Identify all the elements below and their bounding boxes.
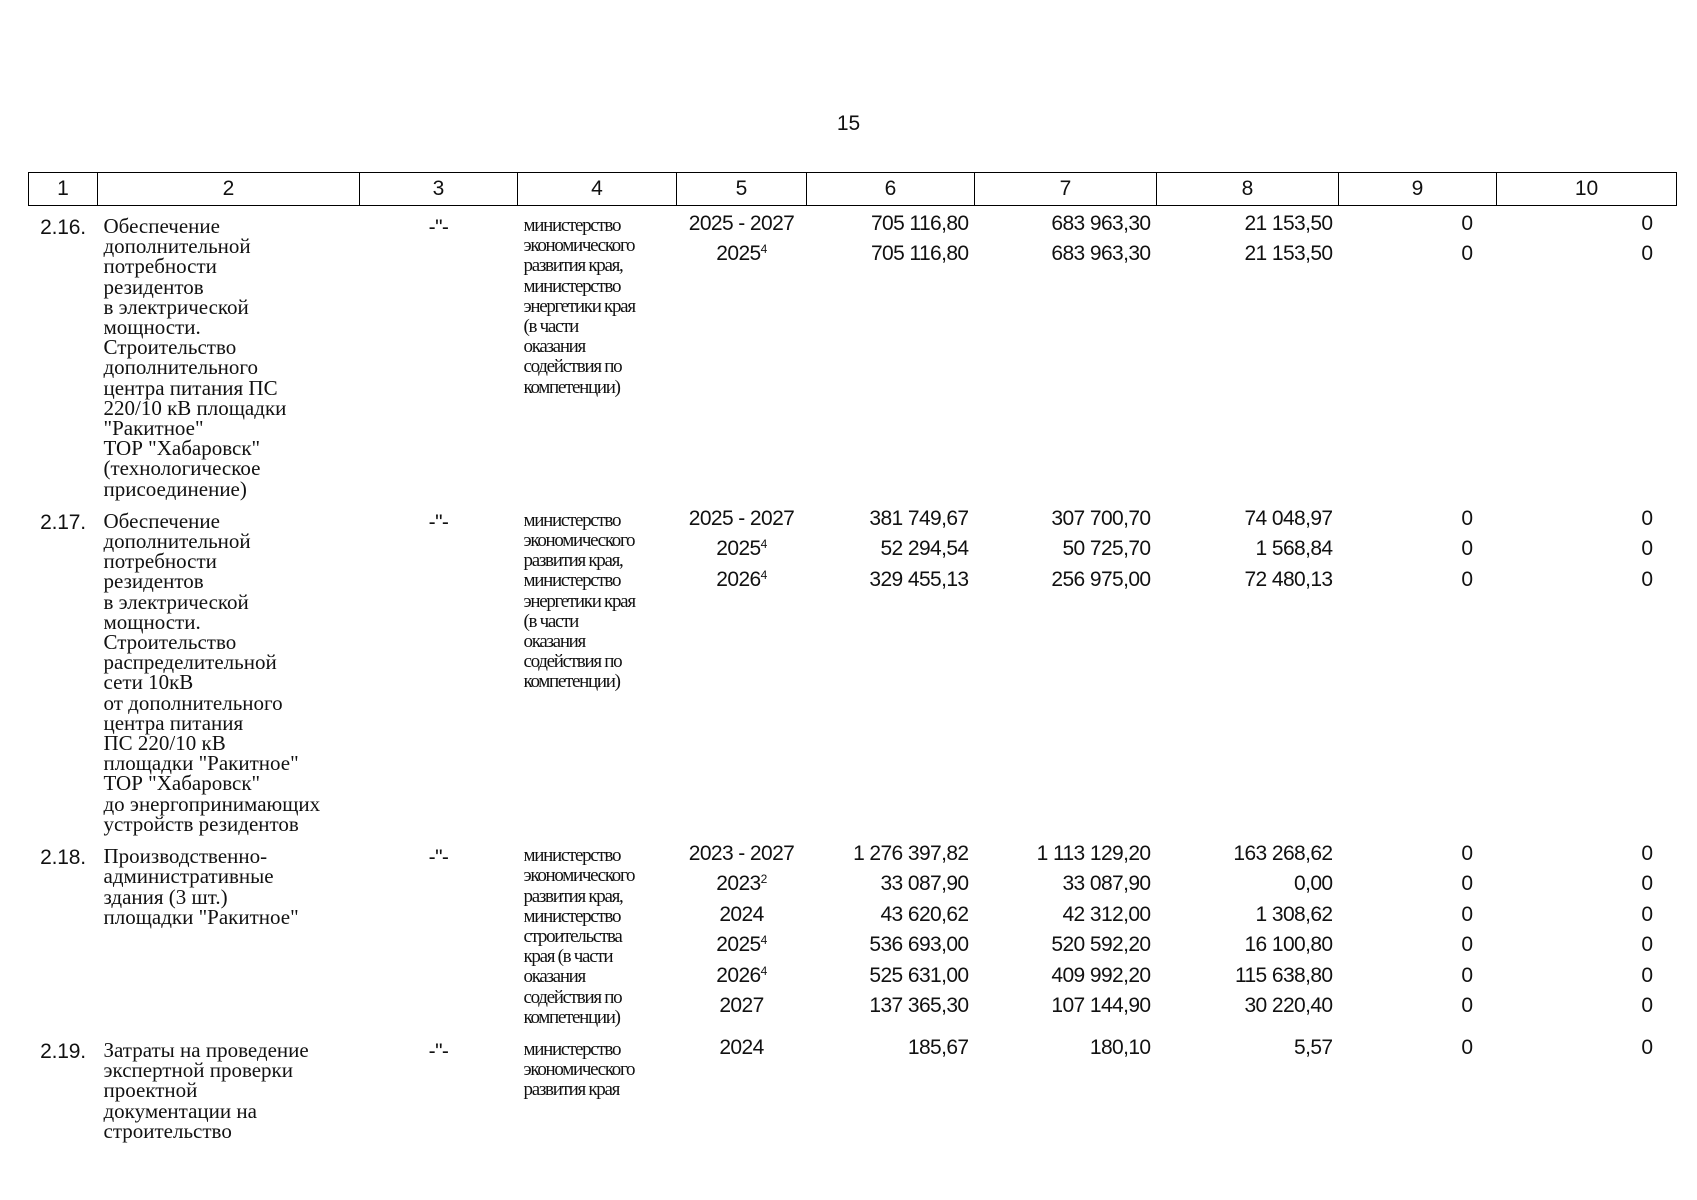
amount: 520 592,20 bbox=[1051, 933, 1151, 957]
budget-table bbox=[28, 172, 1677, 1143]
value-cell-c7 bbox=[975, 1030, 1157, 1143]
amount: 0 bbox=[1641, 994, 1653, 1018]
amount: 43 620,62 bbox=[880, 902, 969, 926]
value-cell-c6 bbox=[807, 1030, 975, 1143]
amount: 0 bbox=[1461, 902, 1473, 926]
value-cell-c8 bbox=[1157, 206, 1339, 501]
amount: 185,67 bbox=[907, 1035, 969, 1059]
period bbox=[677, 930, 807, 960]
amount: 0 bbox=[1641, 212, 1653, 235]
value-cell-c10 bbox=[1497, 836, 1677, 1030]
header-cell: 4 bbox=[518, 173, 677, 206]
period-year: 2025 - 2027 bbox=[688, 506, 795, 530]
ditto-mark: -"- bbox=[428, 1039, 449, 1063]
amount: 256 975,00 bbox=[1051, 567, 1151, 591]
amount: 0 bbox=[1461, 963, 1473, 987]
executor: министерство экономического развития края, министерство строительства края (в части оказания содействия по компетенции) bbox=[523, 845, 635, 1028]
header-cell: 1 bbox=[29, 173, 98, 206]
amount: 0 bbox=[1461, 872, 1473, 896]
value-cell-c9 bbox=[1339, 206, 1497, 501]
amount: 0 bbox=[1641, 902, 1653, 926]
amount: 0 bbox=[1641, 872, 1653, 896]
amount: 329 455,13 bbox=[869, 567, 969, 591]
amount: 21 153,50 bbox=[1244, 242, 1333, 266]
amount: 683 963,30 bbox=[1051, 212, 1151, 235]
amount: 0 bbox=[1641, 1035, 1653, 1059]
footnote-mark: 4 bbox=[760, 963, 767, 978]
amount: 381 749,67 bbox=[869, 506, 969, 530]
value-cell-c8 bbox=[1157, 1030, 1339, 1143]
activity-name: Обеспечение дополнительной потребности резидентов в электрической мощности. Строительство распределительной сети 10кВ от дополнительного центра питания ПС 220/10 кВ площадки "Ракитное" ТОР "Хабаровск" до энергопринимающих устройств резидентов bbox=[103, 508, 321, 836]
header-cell: 9 bbox=[1339, 173, 1497, 206]
activity-name: Затраты на проведение экспертной проверки проектной документации на строительство bbox=[103, 1037, 309, 1143]
amount: 0 bbox=[1461, 242, 1473, 266]
row-number: 2.17. bbox=[40, 510, 86, 534]
ditto-mark: -"- bbox=[428, 510, 449, 534]
period bbox=[677, 991, 807, 1021]
amount: 1 113 129,20 bbox=[1036, 842, 1151, 866]
value-cell-c10 bbox=[1497, 206, 1677, 501]
period-cell bbox=[677, 501, 807, 836]
period-year: 2026 bbox=[716, 567, 761, 591]
amount: 0 bbox=[1461, 212, 1473, 235]
footnote-mark: 4 bbox=[760, 242, 767, 257]
header-cell: 7 bbox=[975, 173, 1157, 206]
period-cell bbox=[677, 836, 807, 1030]
period bbox=[677, 239, 807, 269]
table-row bbox=[29, 206, 1677, 501]
amount: 0 bbox=[1461, 994, 1473, 1018]
table-row bbox=[29, 1030, 1677, 1143]
period bbox=[677, 534, 807, 564]
period-year: 2025 - 2027 bbox=[688, 212, 795, 235]
footnote-mark: 4 bbox=[760, 537, 767, 552]
header-cell: 2 bbox=[98, 173, 360, 206]
period bbox=[677, 900, 807, 930]
amount: 42 312,00 bbox=[1062, 902, 1151, 926]
amount: 33 087,90 bbox=[1062, 872, 1151, 896]
amount: 705 116,80 bbox=[870, 212, 969, 235]
value-cell-c6 bbox=[807, 206, 975, 501]
value-cell-c7 bbox=[975, 206, 1157, 501]
table-row bbox=[29, 836, 1677, 1030]
amount: 0 bbox=[1641, 567, 1653, 591]
period bbox=[677, 504, 807, 534]
amount: 1 276 397,82 bbox=[853, 842, 969, 866]
amount: 0 bbox=[1461, 537, 1473, 561]
period-cell bbox=[677, 206, 807, 501]
amount: 0 bbox=[1641, 242, 1653, 266]
table-row bbox=[29, 501, 1677, 836]
value-cell-c9 bbox=[1339, 836, 1497, 1030]
amount: 705 116,80 bbox=[870, 242, 969, 266]
header-row bbox=[29, 173, 1677, 206]
footnote-mark: 2 bbox=[760, 872, 767, 887]
value-cell-c6 bbox=[807, 836, 975, 1030]
amount: 72 480,13 bbox=[1244, 567, 1333, 591]
period bbox=[677, 961, 807, 991]
executor: министерство экономического развития края, министерство энергетики края (в части оказания содействия по компетенции) bbox=[523, 215, 635, 398]
period-year: 2024 bbox=[719, 902, 764, 926]
amount: 525 631,00 bbox=[869, 963, 969, 987]
header-cell: 8 bbox=[1157, 173, 1339, 206]
period-year: 2024 bbox=[719, 1035, 764, 1059]
amount: 74 048,97 bbox=[1244, 506, 1333, 530]
value-cell-c6 bbox=[807, 501, 975, 836]
amount: 163 268,62 bbox=[1233, 842, 1333, 866]
period-cell bbox=[677, 1030, 807, 1143]
amount: 137 365,30 bbox=[869, 994, 969, 1018]
amount: 52 294,54 bbox=[880, 537, 969, 561]
amount: 30 220,40 bbox=[1244, 994, 1333, 1018]
value-cell-c9 bbox=[1339, 501, 1497, 836]
period bbox=[677, 839, 807, 869]
row-number: 2.18. bbox=[40, 846, 86, 870]
period-year: 2027 bbox=[719, 994, 764, 1018]
amount: 107 144,90 bbox=[1051, 994, 1151, 1018]
header-cell: 3 bbox=[360, 173, 518, 206]
activity-name: Обеспечение дополнительной потребности резидентов в электрической мощности. Строительство дополнительного центра питания ПС 220/10 кВ площадки "Ракитное" ТОР "Хабаровск" (технологическое присоединение) bbox=[103, 214, 287, 501]
amount: 1 568,84 bbox=[1255, 537, 1333, 561]
period bbox=[677, 1033, 807, 1063]
period bbox=[677, 565, 807, 595]
amount: 1 308,62 bbox=[1255, 902, 1333, 926]
amount: 21 153,50 bbox=[1244, 212, 1333, 235]
header-cell: 6 bbox=[807, 173, 975, 206]
amount: 409 992,20 bbox=[1051, 963, 1151, 987]
period-year: 2025 bbox=[716, 537, 761, 561]
row-number: 2.16. bbox=[40, 216, 86, 239]
executor: министерство экономического развития края bbox=[523, 1038, 635, 1101]
header-cell: 5 bbox=[677, 173, 807, 206]
value-cell-c7 bbox=[975, 501, 1157, 836]
value-cell-c9 bbox=[1339, 1030, 1497, 1143]
amount: 50 725,70 bbox=[1062, 537, 1151, 561]
period-year: 2023 - 2027 bbox=[688, 842, 795, 866]
row-number: 2.19. bbox=[40, 1039, 86, 1063]
amount: 33 087,90 bbox=[880, 872, 969, 896]
ditto-mark: -"- bbox=[428, 846, 449, 870]
amount: 16 100,80 bbox=[1244, 933, 1333, 957]
value-cell-c10 bbox=[1497, 1030, 1677, 1143]
amount: 0 bbox=[1461, 567, 1473, 591]
activity-name: Производственно- административные здания (3 шт.) площадки "Ракитное" bbox=[103, 844, 299, 929]
ditto-mark: -"- bbox=[428, 216, 449, 239]
footnote-mark: 4 bbox=[760, 567, 767, 582]
period-year: 2025 bbox=[716, 933, 761, 957]
period-year: 2023 bbox=[716, 872, 761, 896]
amount: 307 700,70 bbox=[1051, 506, 1151, 530]
period-year: 2026 bbox=[716, 963, 761, 987]
amount: 0 bbox=[1641, 506, 1653, 530]
footnote-mark: 4 bbox=[760, 933, 767, 948]
amount: 0 bbox=[1641, 537, 1653, 561]
amount: 683 963,30 bbox=[1051, 242, 1151, 266]
amount: 5,57 bbox=[1294, 1035, 1333, 1059]
amount: 0 bbox=[1461, 1035, 1473, 1059]
value-cell-c8 bbox=[1157, 501, 1339, 836]
period bbox=[677, 869, 807, 899]
amount: 0 bbox=[1461, 842, 1473, 866]
amount: 0 bbox=[1641, 842, 1653, 866]
value-cell-c10 bbox=[1497, 501, 1677, 836]
page-number: 15 bbox=[836, 112, 861, 135]
amount: 0 bbox=[1461, 506, 1473, 530]
period bbox=[677, 209, 807, 239]
period-year: 2025 bbox=[716, 242, 761, 266]
header-cell: 10 bbox=[1497, 173, 1677, 206]
value-cell-c7 bbox=[975, 836, 1157, 1030]
amount: 115 638,80 bbox=[1234, 963, 1333, 987]
amount: 0 bbox=[1641, 933, 1653, 957]
value-cell-c8 bbox=[1157, 836, 1339, 1030]
amount: 536 693,00 bbox=[869, 933, 969, 957]
amount: 180,10 bbox=[1089, 1035, 1151, 1059]
executor: министерство экономического развития края, министерство энергетики края (в части оказания содействия по компетенции) bbox=[523, 509, 635, 693]
amount: 0 bbox=[1641, 963, 1653, 987]
amount: 0,00 bbox=[1294, 872, 1333, 896]
amount: 0 bbox=[1461, 933, 1473, 957]
